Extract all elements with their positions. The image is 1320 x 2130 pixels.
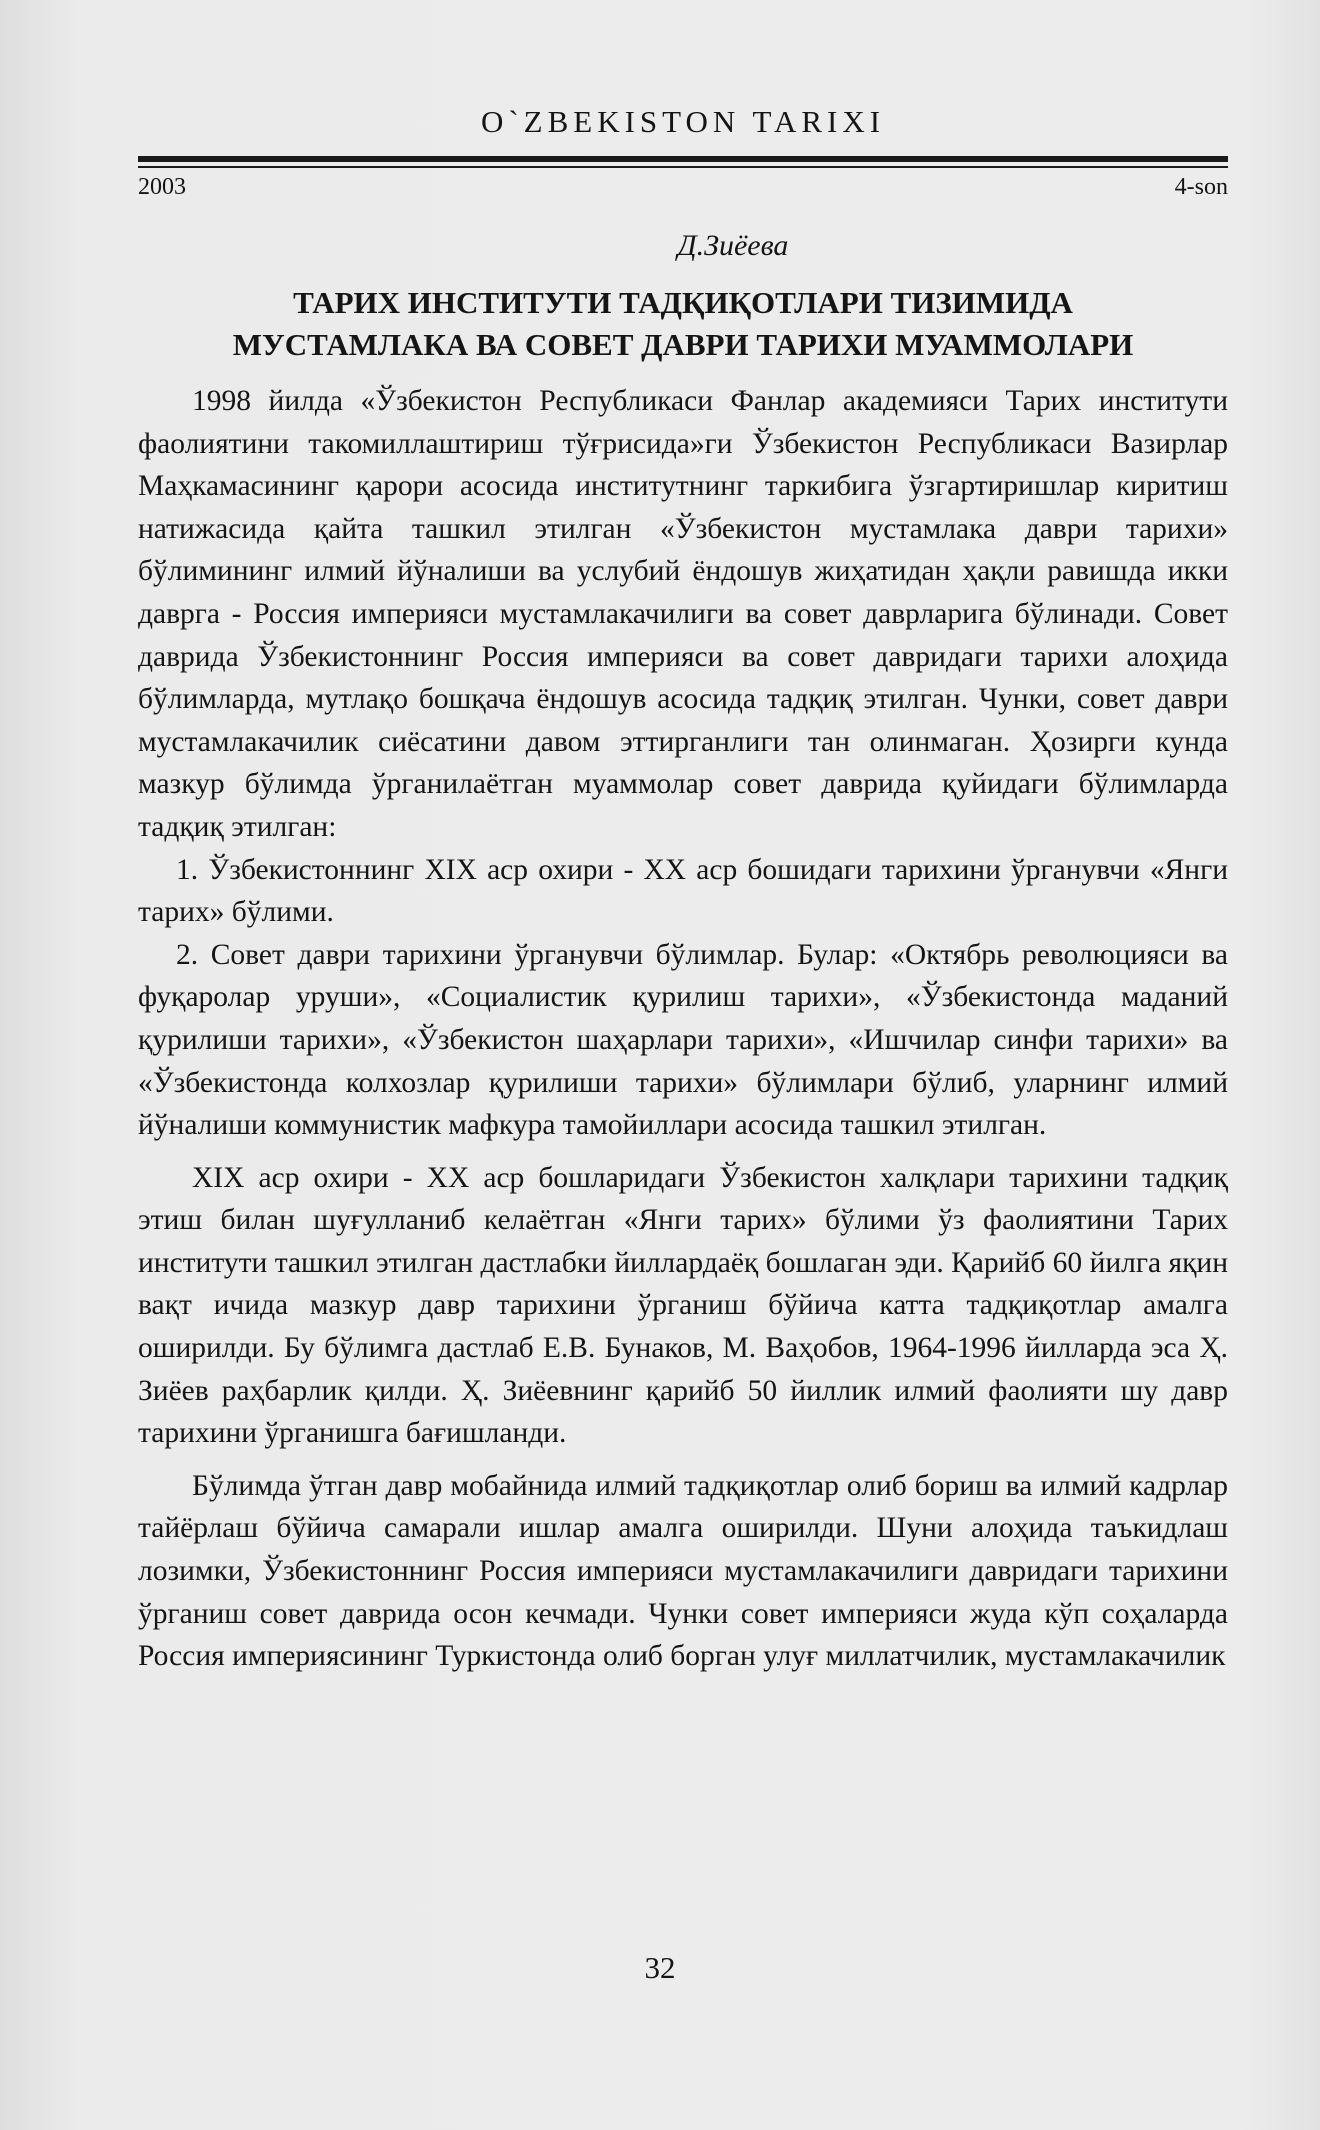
header-rule-thin xyxy=(138,166,1228,168)
list-item-1: 1. Ўзбекистоннинг XIX аср охири - XX аср бошидаги тарихини ўрганувчи «Янги тарих» бўлими. xyxy=(138,853,1228,929)
issue-meta xyxy=(138,170,1228,204)
paragraph-2: XIX аср охири - XX аср бошларидаги Ўзбекистон халқлари тарихини тадқиқ этиш билан шуғулланиб келаётган «Янги тарих» бўлими ўз фаолиятини Тарих институти ташкил этилган дастлабки йиллардаёқ бошлаган эди. Қарийб 60 йилга яқин вақт ичида мазкур давр тарихини ўрганиш бўйича катта тадқиқотлар амалга оширилди. Бу бўлимга дастлаб Е.В. Бунаков, М. Ваҳобов, 1964-1996 йилларда эса Ҳ. Зиёев раҳбарлик қилди. Ҳ. Зиёевнинг қарийб 50 йиллик илмий фаолияти шу давр тарихини ўрганишга бағишланди. xyxy=(138,1161,1228,1450)
article-title xyxy=(138,282,1228,366)
paragraph-1: 1998 йилда «Ўзбекистон Республикаси Фанлар академияси Тарих институти фаолиятини такомиллаштириш тўғрисида»ги Ўзбекистон Республикаси Вазирлар Маҳкамасининг қарори асосида институтнинг таркибига ўзгартиришлар киритиш натижасида қайта ташкил этилган «Ўзбекистон мустамлака даври тарихи» бўлимининг илмий йўналиши ва услубий ёндошув жиҳатидан ҳақли равишда икки даврга - Россия империяси мустамлакачилиги ва совет даврларига бўлинади. Совет даврида Ўзбекистоннинг Россия империяси ва совет давридаги тарихи алоҳида бўлимларда, мутлақо бошқача ёндошув асосида тадқиқ этилган. Чунки, совет даври мустамлакачилик сиёсатини давом эттирганлиги тан олинмаган. Ҳозирги кунда мазкур бўлимда ўрганилаётган муаммолар совет даврида қуйидаги бўлимларда тадқиқ этилган: xyxy=(138,385,1228,843)
article-title-line-1: ТАРИХ ИНСТИТУТИ ТАДҚИҚОТЛАРИ ТИЗИМИДА xyxy=(293,285,1073,320)
paragraph-3: Бўлимда ўтган давр мобайнида илмий тадқиқотлар олиб бориш ва илмий кадрлар тайёрлаш бўйича самарали ишлар амалга оширилди. Шуни алоҳида таъкидлаш лозимки, Ўзбекистоннинг Россия империяси мустамлакачилиги давридаги тарихини ўрганиш совет даврида осон кечмади. Чунки совет империяси жуда кўп соҳаларда Россия империясининг Туркистонда олиб борган улуғ миллатчилик, мустамлакачилик xyxy=(138,1469,1228,1673)
list-item-2: 2. Совет даври тарихини ўрганувчи бўлимлар. Булар: «Октябрь революцияси ва фуқаролар уруши», «Социалистик қурилиш тарихи», «Ўзбекистонда маданий қурилиши тарихи», «Ўзбекистон шаҳарлари тарихи», «Ишчилар синфи тарихи» ва «Ўзбекистонда колхозлар қурилиши тарихи» бўлимлари бўлиб, уларнинг илмий йўналиши коммунистик мафкура тамойиллари асосида ташкил этилган. xyxy=(138,938,1228,1142)
issue-year: 2003 xyxy=(138,174,186,200)
page-number: 32 xyxy=(644,1950,676,1985)
article-title-line-2: МУСТАМЛАКА ВА СОВЕТ ДАВРИ ТАРИХИ МУАММОЛАРИ xyxy=(232,327,1134,362)
issue-number: 4-son xyxy=(1174,174,1228,200)
running-header xyxy=(138,96,1228,204)
journal-title: O`ZBEKISTON TARIXI xyxy=(480,104,886,139)
header-rule-thick xyxy=(138,156,1228,162)
article-body xyxy=(138,224,1228,1678)
article-author: Д.Зиёева xyxy=(677,229,789,262)
